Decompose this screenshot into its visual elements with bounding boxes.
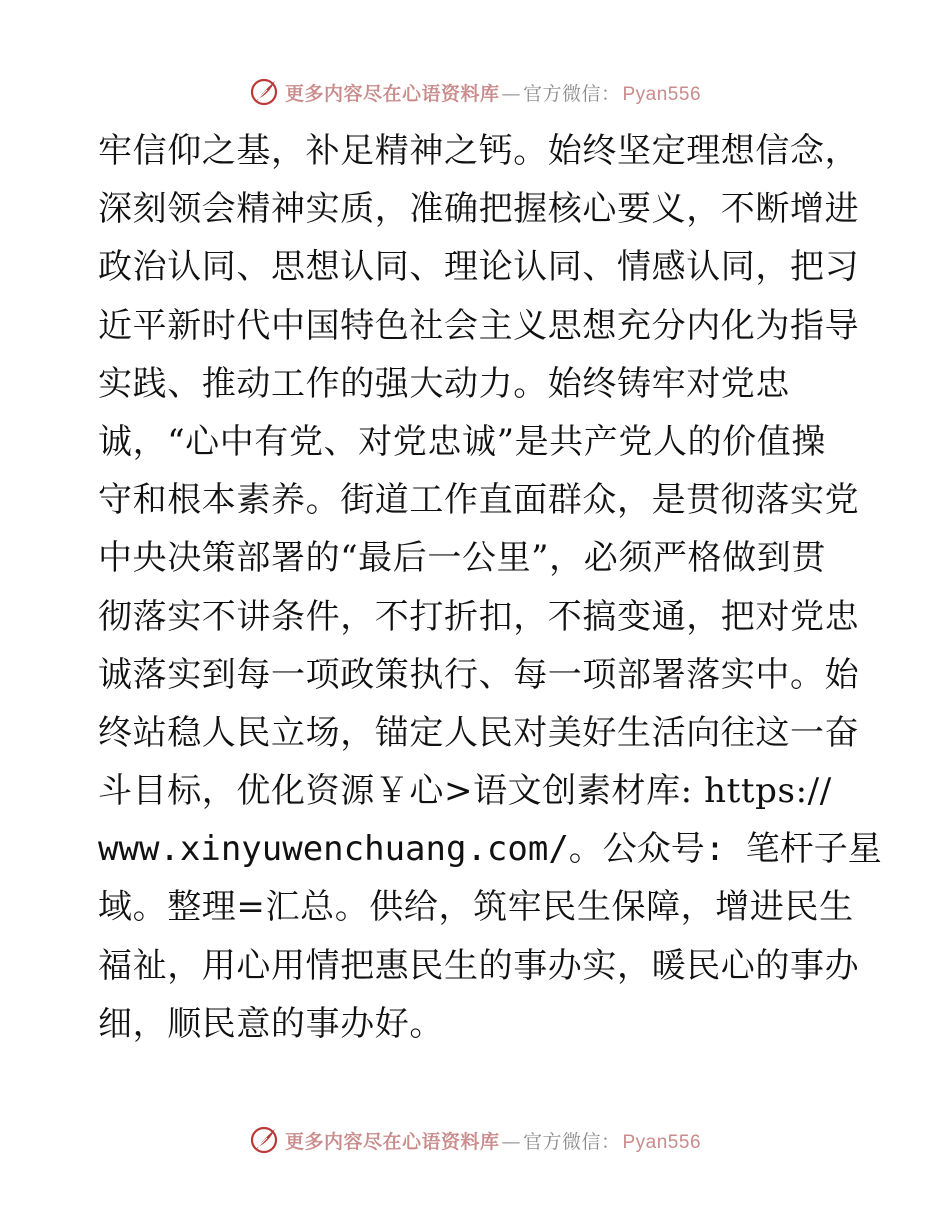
header-main-text: 更多内容尽在心语资料库: [284, 82, 500, 105]
feather-quill-icon: [249, 77, 279, 107]
document-body: [98, 122, 882, 1053]
body-line: 诚，“心中有党、对党忠诚”是共产党人的价值操: [98, 421, 826, 462]
body-line: 中央决策部署的“最后一公里”，必须严格做到贯: [98, 538, 826, 579]
body-line: 诚落实到每一项政策执行、每一项部署落实中。始: [98, 654, 860, 695]
footer-main-text: 更多内容尽在心语资料库: [284, 1130, 500, 1153]
footer-wechat-label: 官方微信：: [522, 1130, 621, 1153]
body-line: 细，顺民意的事办好。: [98, 1003, 444, 1044]
footer-banner-text: [285, 1127, 701, 1154]
footer-separator: —: [501, 1130, 521, 1153]
footer-wechat-id: Pyan556: [622, 1131, 702, 1153]
footer-banner: [0, 1120, 950, 1160]
body-line: 政治认同、思想认同、理论认同、情感认同，把习: [98, 247, 860, 288]
header-wechat-id: Pyan556: [622, 83, 702, 105]
body-line: 终站稳人民立场，锚定人民对美好生活向往这一奋: [98, 712, 860, 753]
body-line: 深刻领会精神实质，准确把握核心要义，不断增进: [98, 189, 860, 230]
body-line: 斗目标，优化资源￥心>语文创素材库: https://: [98, 771, 832, 812]
body-line: 守和根本素养。街道工作直面群众，是贯彻落实党: [98, 480, 860, 521]
header-wechat-label: 官方微信：: [522, 82, 621, 105]
body-line: 福祉，用心用情把惠民生的事办实，暖民心的事办: [98, 945, 860, 986]
body-line: 牢信仰之基，补足精神之钙。始终坚定理想信念，: [98, 131, 860, 171]
feather-quill-icon: [249, 1125, 279, 1155]
header-separator: —: [501, 82, 521, 105]
body-line: 彻落实不讲条件，不打折扣，不搞变通，把对党忠: [98, 596, 860, 637]
header-banner-text: [285, 79, 701, 106]
body-line: 实践、推动工作的强大动力。始终铸牢对党忠: [98, 363, 790, 404]
body-line: 近平新时代中国特色社会主义思想充分内化为指导: [98, 305, 860, 346]
header-banner: [0, 72, 950, 112]
body-line: 域。整理=汇总。供给，筑牢民生保障，增进民生: [98, 887, 854, 928]
body-line-url: www.xinyuwenchuang.com/。公众号: 笔杆子星: [98, 829, 882, 870]
